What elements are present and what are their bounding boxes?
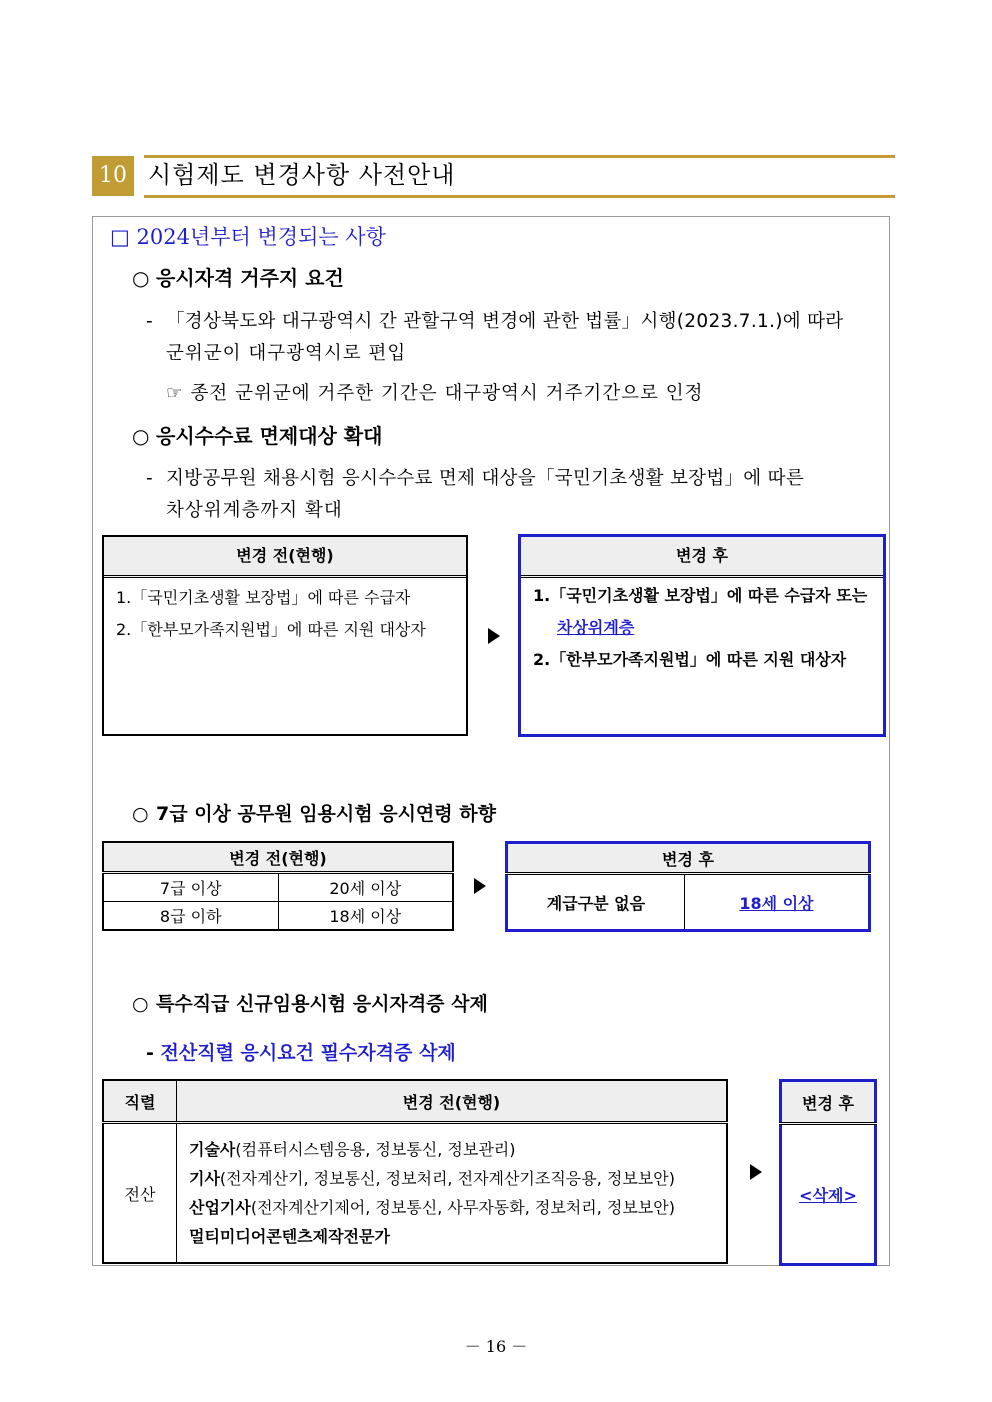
- arrow-right-icon: [488, 628, 500, 644]
- item4-title: [132, 989, 488, 1019]
- header-rule-bottom: [144, 195, 895, 198]
- item4-col1-header: 직렬: [103, 1080, 177, 1123]
- section-title: 시험제도 변경사항 사전안내: [148, 161, 456, 189]
- item4-after-value: <삭제>: [799, 1185, 857, 1205]
- page-number: － 16 －: [464, 1337, 528, 1356]
- item4-after-table: [779, 1079, 877, 1266]
- item4-series: 전산: [103, 1123, 177, 1264]
- circle-bullet-icon: ○: [132, 803, 149, 825]
- item2-after-row1: 1.「국민기초생활 보장법」에 따른 수급자 또는: [533, 586, 868, 605]
- item3-before-cell: 7급 이상: [103, 873, 278, 902]
- item2-after-row2: 2.「한부모가족지원법」에 따른 지원 대상자: [533, 650, 847, 669]
- arrow-right-icon: [474, 878, 486, 894]
- item1-bullet-line2: 군위군이 대구광역시로 편입: [166, 343, 407, 364]
- item2-after-row1b: 차상위계층: [557, 618, 635, 637]
- item4-col3-header: 변경 후: [781, 1081, 876, 1124]
- item1-bullet-line1: 「경상북도와 대구광역시 간 관할구역 변경에 관한 법률」시행(2023.7.1.)에 따라: [166, 311, 844, 332]
- item4-line: 멀티미디어콘텐츠제작전문가: [189, 1227, 390, 1246]
- item4-line: 산업기사(전자계산기제어, 정보통신, 사무자동화, 정보처리, 정보보안): [189, 1198, 675, 1217]
- item4-before-table: [102, 1079, 728, 1264]
- header-rule-top: [144, 155, 895, 158]
- item2-after-box: [518, 534, 886, 737]
- item2-before-header: 변경 전(현행): [104, 537, 466, 578]
- item2-title-text: 응시수수료 면제대상 확대: [156, 424, 383, 448]
- item2-before-row1: 1.「국민기초생활 보장법」에 따른 수급자: [116, 588, 411, 607]
- item2-before-row2: 2.「한부모가족지원법」에 따른 지원 대상자: [116, 620, 426, 639]
- item3-before-header: 변경 전(현행): [103, 842, 453, 873]
- item3-after-left: 계급구분 없음: [507, 874, 685, 931]
- arrow-right-icon: [750, 1164, 762, 1180]
- item4-col2-header: 변경 전(현행): [177, 1080, 728, 1123]
- dash-bullet: -: [146, 1042, 161, 1064]
- sub-heading: □ 2024년부터 변경되는 사항: [110, 225, 386, 249]
- item4-title-text: 특수직급 신규임용시험 응시자격증 삭제: [156, 993, 488, 1015]
- item1-note: ☞ 종전 군위군에 거주한 기간은 대구광역시 거주기간으로 인정: [166, 383, 704, 404]
- item3-after-header: 변경 후: [507, 843, 870, 874]
- dash-bullet: -: [146, 311, 154, 332]
- item4-line: 기술사(컴퓨터시스템응용, 정보통신, 정보관리): [189, 1140, 516, 1159]
- item2-bullet-line1: 지방공무원 채용시험 응시수수료 면제 대상을「국민기초생활 보장법」에 따른: [166, 468, 804, 489]
- item2-bullet-line2: 차상위계층까지 확대: [166, 500, 343, 521]
- item3-before-table: [102, 841, 454, 931]
- item1-title-text: 응시자격 거주지 요건: [156, 266, 344, 290]
- item3-after-right: 18세 이상: [739, 893, 814, 913]
- item4-line: 기사(전자계산기, 정보통신, 정보처리, 전자계산기조직응용, 정보보안): [189, 1169, 675, 1188]
- item3-before-cell: 8급 이하: [103, 902, 278, 931]
- circle-bullet-icon: ○: [132, 266, 150, 290]
- item3-title-text: 7급 이상 공무원 임용시험 응시연령 하향: [156, 803, 496, 825]
- item4-sub: [146, 1038, 456, 1068]
- item2-after-header: 변경 후: [521, 537, 883, 578]
- item2-title: [132, 421, 382, 451]
- circle-bullet-icon: ○: [132, 424, 150, 448]
- dash-bullet: -: [146, 468, 154, 489]
- item4-sub-text: 전산직렬 응시요건 필수자격증 삭제: [160, 1042, 456, 1064]
- item2-before-box: [102, 535, 468, 736]
- item1-title: [132, 263, 344, 293]
- circle-bullet-icon: ○: [132, 993, 149, 1015]
- item3-before-cell: 18세 이상: [329, 907, 402, 926]
- item3-after-table: [505, 841, 871, 932]
- item3-title: [132, 799, 496, 829]
- item3-before-cell: 20세 이상: [278, 873, 453, 902]
- section-number: 10: [92, 156, 134, 196]
